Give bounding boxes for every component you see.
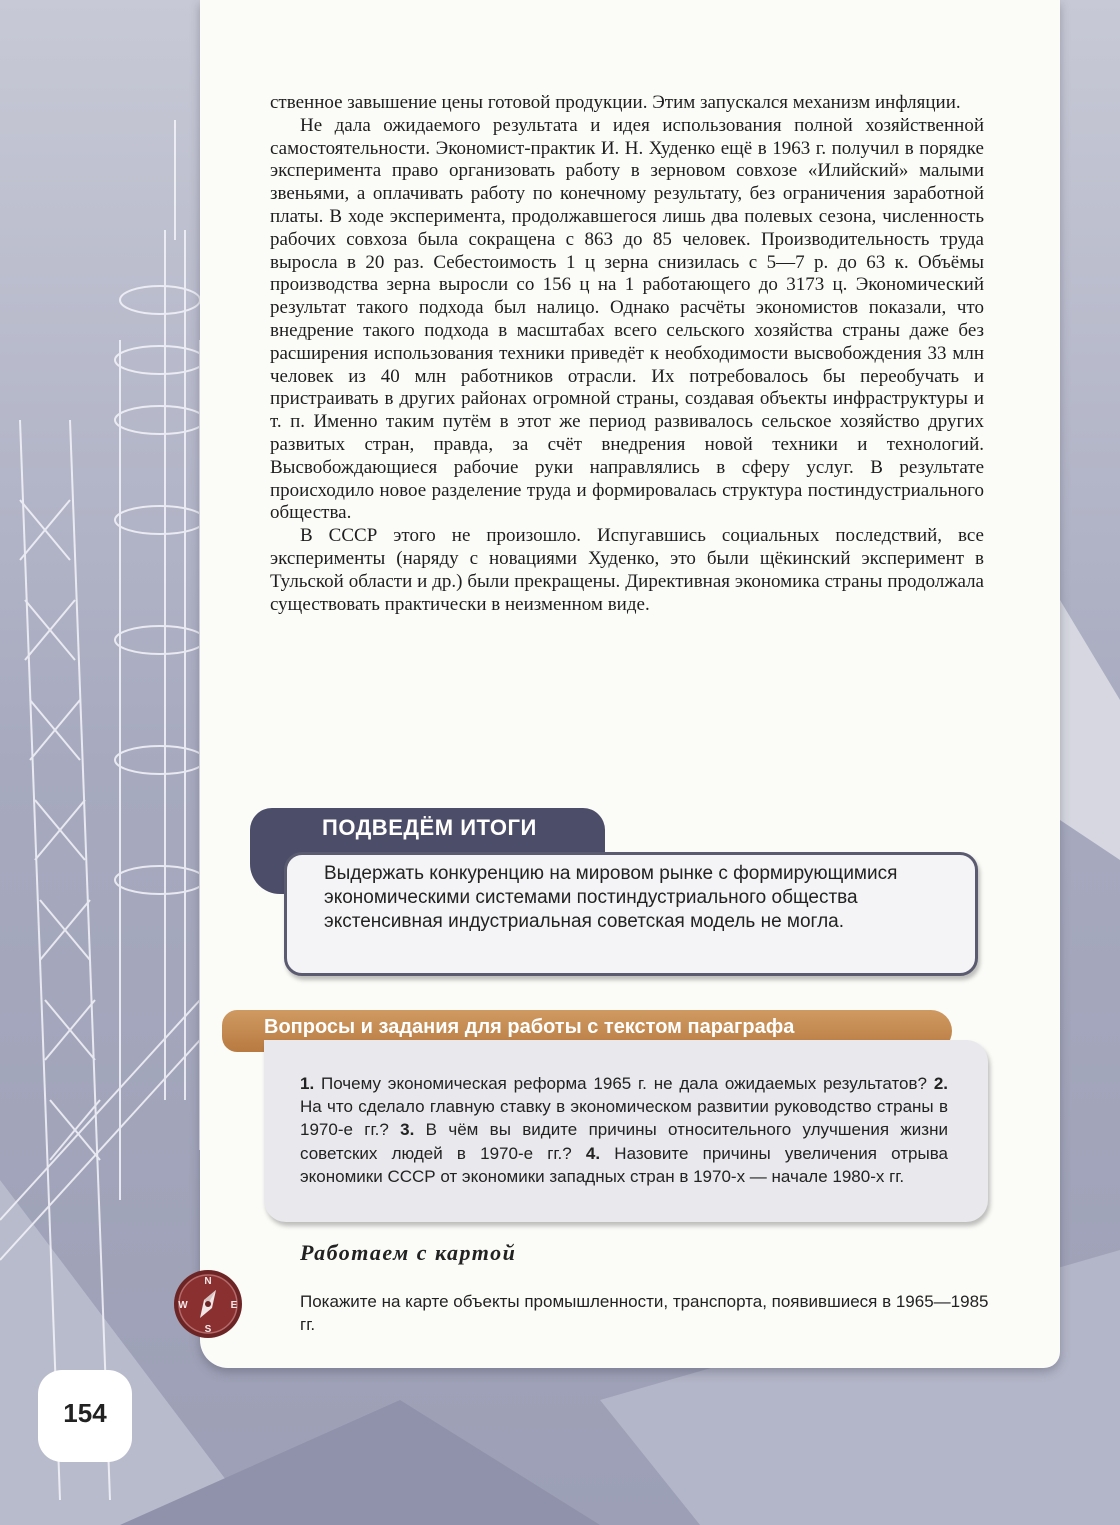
- question-number: 4.: [585, 1143, 601, 1163]
- paragraph-1: ственное завышение цены готовой продукции. Этим запускался механизм инфляции.: [270, 92, 961, 113]
- question-number: 2.: [933, 1074, 948, 1093]
- question-number: 1.: [300, 1074, 315, 1093]
- questions-title: Вопросы и задания для работы с текстом параграфа: [264, 1016, 795, 1038]
- page-number: 154: [63, 1398, 107, 1428]
- svg-text:S: S: [204, 1324, 212, 1335]
- compass-icon: [172, 1268, 244, 1340]
- map-task-text: Покажите на карте объекты промышленности, транспорта, появившиеся в 1965—1985 гг.: [300, 1292, 989, 1334]
- questions-list: [300, 1072, 948, 1188]
- svg-text:N: N: [204, 1276, 212, 1287]
- question-text: В чём вы видите причины относительного улучшения жизни советских людей в 1970-е гг.?: [300, 1120, 948, 1163]
- question-text: Назовите причины увеличения отрыва экономики СССР от экономики западных стран в 1970-х — начале 1980-х гг.: [300, 1143, 948, 1186]
- paragraph-2: Не дала ожидаемого результата и идея использования полной хозяйственной самостоятельности. Экономист-практик И. Н. Худенко ещё в 1963 г. получил в порядке эксперимента право организовать работу в зерновом совхозе «Илийский» малыми звеньями, а оплачивать работу по конечному результату, без ограничения заработной платы. В ходе эксперимента, продолжавшегося лишь два полевых сезона, численность рабочих совхоза была сокращена с 863 до 85 человек. Производительность труда выросла в 20 раз. Себестоимость 1 ц зерна снизилась с 5—7 р. до 63 к. Объёмы производства зерна выросли со 156 ц на 1 работающего до 3173 ц. Экономический результат такого подхода был налицо. Однако расчёты экономистов показали, что внедрение такого подхода в масштабах всего сельского хозяйства страны даже без расширения использования техники приведёт к необходимости высвобождения 33 млн человек из 40 млн работников отрасли. Их потребовалось бы переобучать и пристраивать в других районах огромной страны, создавая объекты инфраструктуры и т. п. Именно таким путём в этот же период развивалось сельское хозяйство других развитых стран, правда, за счёт внедрения новой техники и технологий. Высвобождающиеся рабочие руки направлялись в сферу услуг. В результате происходило новое разделение труда и формировалась структура постиндустриального общества.: [270, 114, 984, 524]
- map-task-heading: Работаем с картой: [300, 1240, 517, 1265]
- summary-title: ПОДВЕДЁМ ИТОГИ: [322, 815, 537, 840]
- paragraph-3: В СССР этого не произошло. Испугавшись социальных последствий, все эксперименты (наряду с новациями Худенко, это были щёкинский эксперимент в Тульской области и др.) были прекращены. Директивная экономика страны продолжала существовать практически в неизменном виде.: [270, 525, 984, 615]
- question-text: Почему экономическая реформа 1965 г. не дала ожидаемых результатов?: [321, 1074, 927, 1093]
- body-text: [270, 92, 984, 616]
- svg-text:E: E: [230, 1300, 238, 1311]
- question-text: На что сделало главную ставку в экономическом развитии руководство страны в 1970-е гг.?: [300, 1097, 948, 1140]
- summary-text: Выдержать конкуренцию на мировом рынке с формирующимися экономическими системами постиндустриального общества экстенсивная индустриальная советская модель не могла.: [324, 863, 898, 932]
- question-number: 3.: [400, 1120, 415, 1140]
- svg-text:W: W: [178, 1300, 188, 1311]
